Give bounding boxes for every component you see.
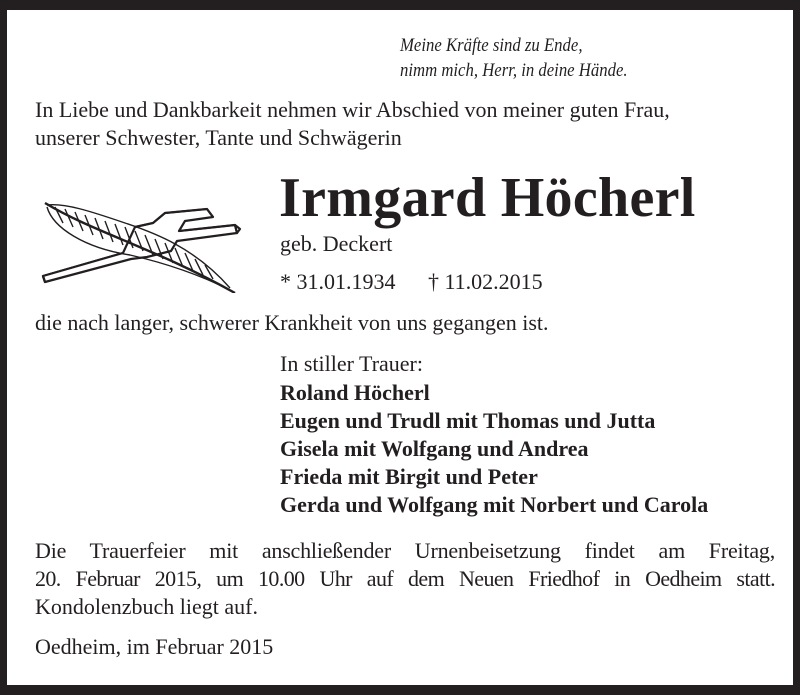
mourner-line: Roland Höcherl (280, 380, 430, 405)
quote-line-2: nimm mich, Herr, in deine Hände. (400, 60, 628, 81)
intro-line-2: unserer Schwester, Tante und Schwägerin (35, 125, 402, 150)
birth-date: * 31.01.1934 (280, 269, 396, 294)
mourner-line: Gisela mit Wolfgang und Andrea (280, 436, 589, 461)
maiden-name: geb. Deckert (280, 231, 393, 256)
quote-line-1: Meine Kräfte sind zu Ende, (400, 35, 583, 56)
mourner-line: Gerda und Wolfgang mit Norbert und Carola (280, 492, 709, 517)
death-date: † 11.02.2015 (428, 269, 543, 294)
service-line-1: Die Trauerfeier mit anschließender Urnenbeisetzung findet am Freitag, (35, 538, 775, 563)
mourner-line: Frieda mit Birgit und Peter (280, 464, 538, 489)
intro-line-1: In Liebe und Dankbarkeit nehmen wir Abschied von meiner guten Frau, (35, 97, 670, 122)
signature-line: Oedheim, im Februar 2015 (35, 634, 274, 659)
service-line-2: 20. Februar 2015, um 10.00 Uhr auf dem Neuen Friedhof in Oedheim statt. (35, 566, 775, 591)
mourner-line: Eugen und Trudl mit Thomas und Jutta (280, 408, 656, 433)
passing-text: die nach langer, schwerer Krankheit von uns gegangen ist. (35, 310, 549, 335)
deceased-name: Irmgard Höcherl (279, 167, 696, 229)
cross-with-palm-frond-icon (35, 193, 260, 293)
mourners-heading: In stiller Trauer: (280, 351, 423, 376)
service-line-3: Kondolenzbuch liegt auf. (35, 594, 258, 619)
obituary-notice (7, 10, 793, 685)
